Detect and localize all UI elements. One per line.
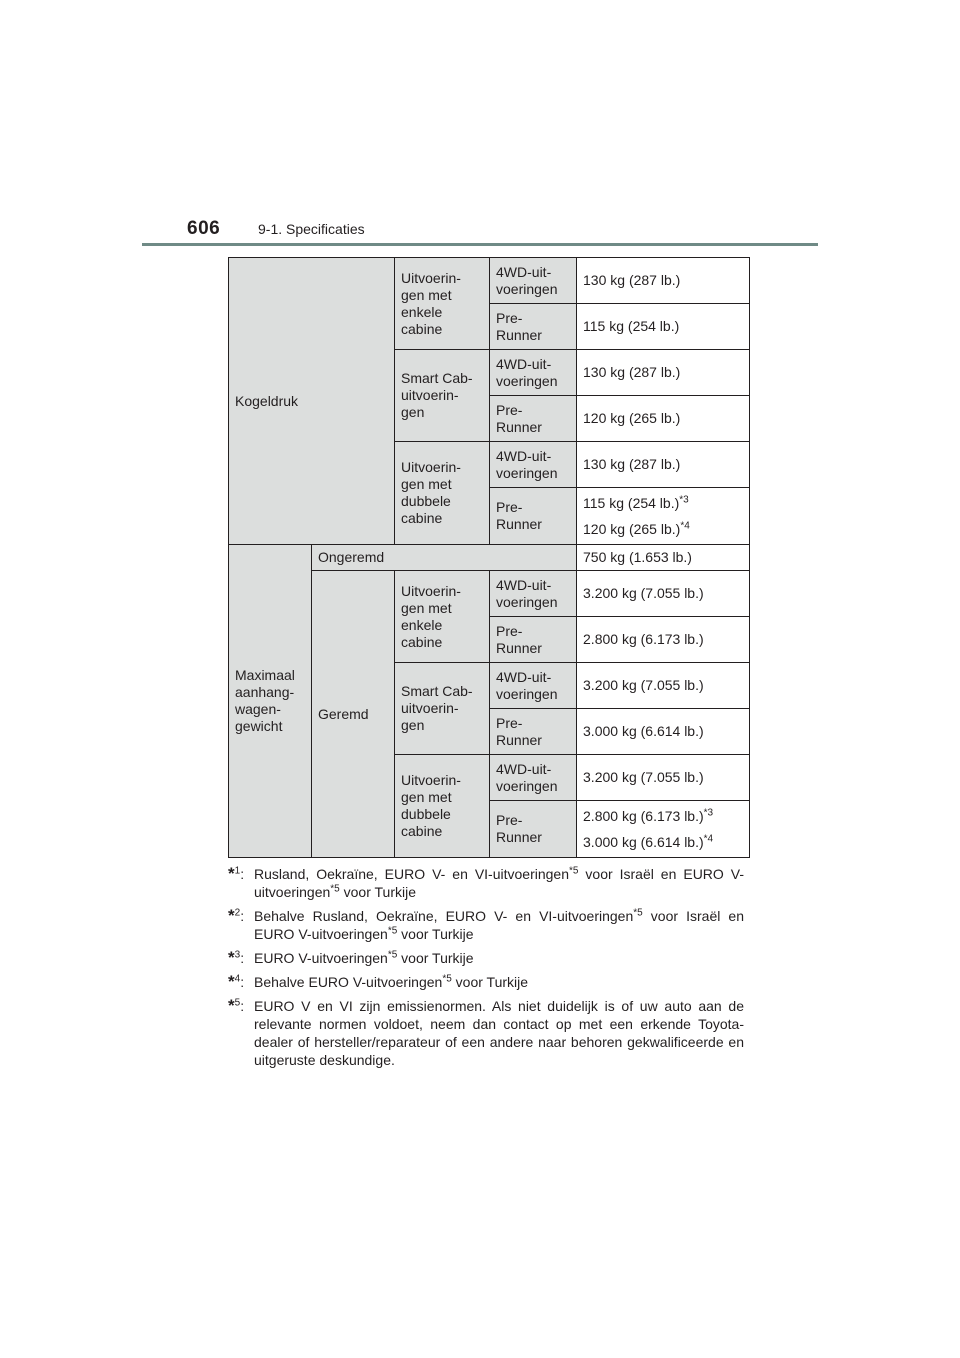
value-cell-multi	[577, 801, 750, 858]
footnote-1: *$^1$: Rusland, Oekraïne, EURO V- en VI-uitvoeringen$^{*5}$ voor Israël en EURO V-uitvoeringen$^{*5}$ voor Turkije	[228, 864, 744, 900]
cab-type-cell: Uitvoerin- gen met dubbele cabine	[395, 442, 490, 545]
value-cell: 750 kg (1.653 lb.)	[577, 545, 750, 571]
header-divider	[142, 243, 818, 246]
value-cell: 130 kg (287 lb.)	[577, 258, 750, 304]
value-cell: 120 kg (265 lb.)	[577, 396, 750, 442]
value-cell: 3.200 kg (7.055 lb.)	[577, 755, 750, 801]
cab-type-cell: Uitvoerin- gen met enkele cabine	[395, 258, 490, 350]
spec-table	[228, 257, 750, 858]
drive-type-cell: 4WD-uit- voeringen	[490, 755, 577, 801]
drive-type-cell: Pre- Runner	[490, 801, 577, 858]
drive-type-cell: 4WD-uit- voeringen	[490, 571, 577, 617]
value-cell: 115 kg (254 lb.)	[577, 304, 750, 350]
value-cell: 3.200 kg (7.055 lb.)	[577, 571, 750, 617]
footnote-ref: *5	[387, 949, 398, 961]
drive-type-cell: 4WD-uit- voeringen	[490, 442, 577, 488]
value-cell: 2.800 kg (6.173 lb.)	[577, 617, 750, 663]
section-title: 9-1. Specificaties	[258, 221, 365, 237]
braked-label: Geremd	[312, 571, 395, 858]
value-cell: 130 kg (287 lb.)	[577, 350, 750, 396]
trailer-weight-label: Maximaal aanhang- wagen- gewicht	[229, 545, 312, 858]
footnote-ref: *5	[387, 925, 398, 937]
drive-type-cell: Pre- Runner	[490, 396, 577, 442]
cab-type-cell: Smart Cab- uitvoerin- gen	[395, 350, 490, 442]
footnote-ref: *3	[679, 493, 689, 505]
footnote-ref: *3	[703, 806, 714, 818]
value-cell: 3.000 kg (6.614 lb.)	[577, 709, 750, 755]
footnote-ref: *4	[680, 519, 690, 531]
value-cell: 3.200 kg (7.055 lb.)	[577, 663, 750, 709]
drive-type-cell: 4WD-uit- voeringen	[490, 258, 577, 304]
footnote-ref: *5	[568, 865, 579, 877]
drive-type-cell: 4WD-uit- voeringen	[490, 663, 577, 709]
value-line: 2.800 kg (6.173 lb.)	[583, 807, 704, 824]
footnote-3: *$^3$: EURO V-uitvoeringen$^{*5}$ voor Turkije	[228, 948, 474, 967]
drive-type-cell: Pre- Runner	[490, 617, 577, 663]
footnote-ref: *5	[330, 883, 340, 895]
footnote-ref: *5	[442, 973, 452, 985]
kogeldruk-label: Kogeldruk	[229, 258, 395, 545]
footnote-2: *$^2$: Behalve Rusland, Oekraïne, EURO V- en VI-uitvoeringen$^{*5}$ voor Israël en EURO V-uitvoeringen$^{*5}$ voor Turkije	[228, 906, 744, 942]
footnote-4: *$^4$: Behalve EURO V-uitvoeringen$^{*5}$ voor Turkije	[228, 972, 529, 991]
value-line: 3.000 kg (6.614 lb.)	[583, 833, 704, 850]
cab-type-cell: Uitvoerin- gen met enkele cabine	[395, 571, 490, 663]
drive-type-cell: 4WD-uit- voeringen	[490, 350, 577, 396]
cab-type-cell: Uitvoerin- gen met dubbele cabine	[395, 755, 490, 858]
value-line: 120 kg (265 lb.)	[583, 520, 681, 537]
drive-type-cell: Pre- Runner	[490, 488, 577, 545]
drive-type-cell: Pre- Runner	[490, 709, 577, 755]
footnote-ref: *4	[703, 832, 714, 844]
footnotes	[228, 865, 744, 1075]
drive-type-cell: Pre- Runner	[490, 304, 577, 350]
page-number: 606	[187, 218, 221, 239]
value-cell-multi	[577, 488, 750, 545]
unbraked-label: Ongeremd	[312, 545, 577, 571]
footnote-ref: *5	[633, 907, 643, 919]
cab-type-cell: Smart Cab- uitvoerin- gen	[395, 663, 490, 755]
footnote-5: *$^5$: EURO V en VI zijn emissienormen. Als niet duidelijk is of uw auto aan de relevante normen voldoet, neem dan contact op met een erkende Toyota-dealer of hersteller/reparateur of een andere naar behoren gekwalificeerde en uitgeruste deskundige.	[228, 996, 744, 1068]
value-line: 115 kg (254 lb.)	[583, 494, 680, 511]
value-cell: 130 kg (287 lb.)	[577, 442, 750, 488]
